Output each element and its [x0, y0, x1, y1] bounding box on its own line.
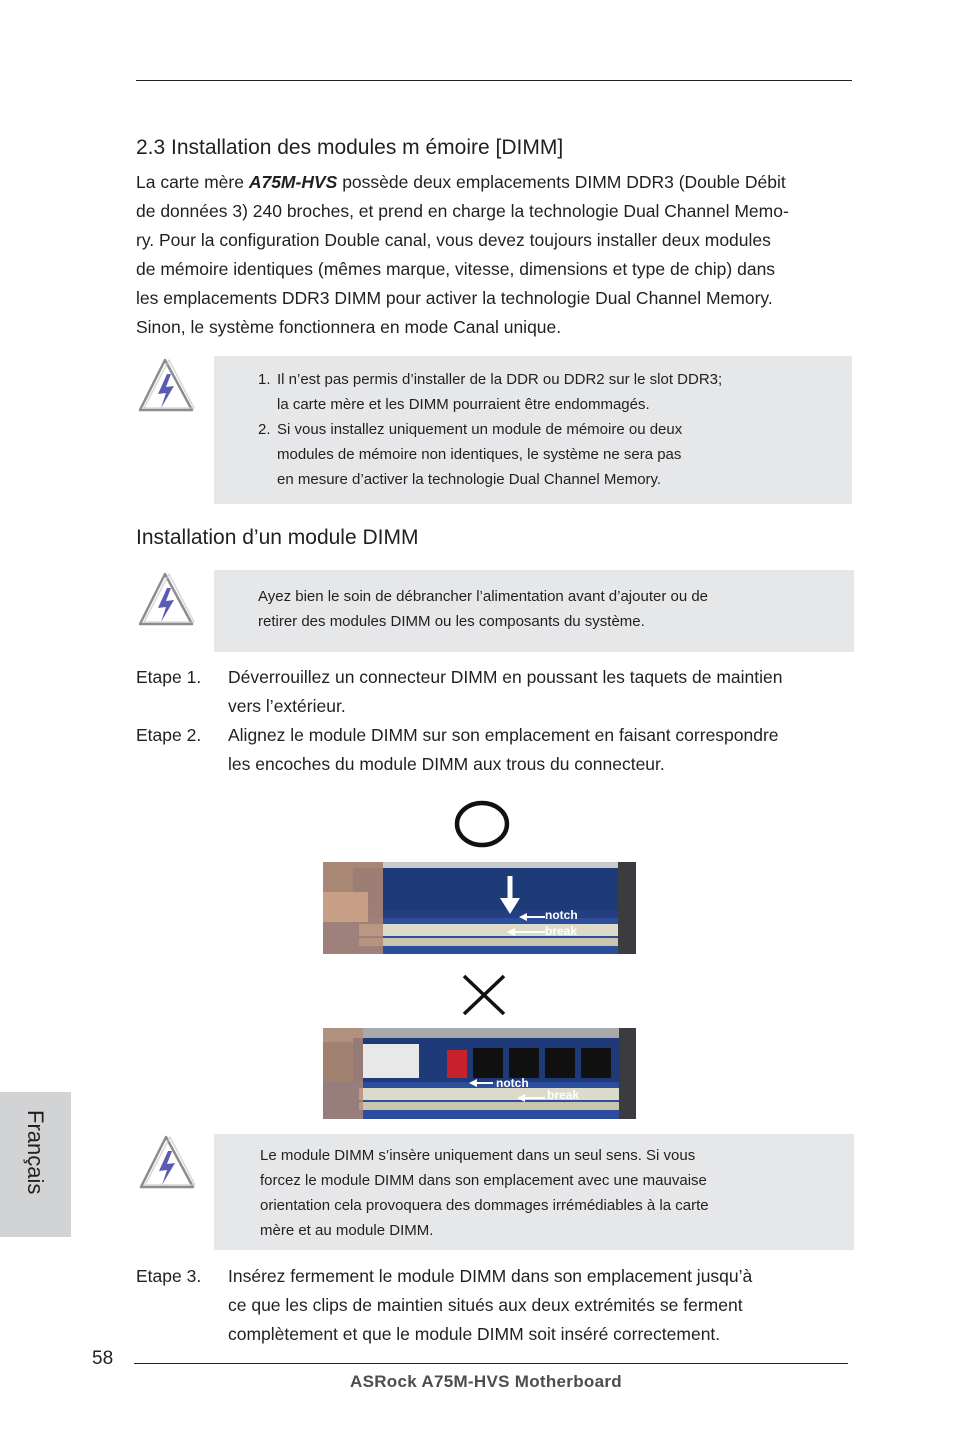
subsection-title: Installation d’un module DIMM: [136, 526, 419, 549]
intro-paragraph: [136, 168, 856, 342]
header-rule: [136, 80, 852, 81]
break-label: break: [547, 1088, 580, 1102]
note-line: Le module DIMM s’insère uniquement dans un seul sens. Si vous: [260, 1147, 696, 1164]
step-label: Etape 3.: [136, 1266, 202, 1286]
intro-line1-rest: possède deux emplacements DIMM DDR3 (Double Débit: [337, 172, 786, 192]
section-title: 2.3 Installation des modules m émoire [DIMM]: [136, 136, 564, 159]
notch-label: notch: [496, 1076, 529, 1090]
step-label: Etape 2.: [136, 725, 202, 745]
note-line: orientation cela provoquera des dommages irrémédiables à la carte: [260, 1197, 709, 1214]
step-3: [136, 1262, 848, 1349]
dimm-photo-correct: [323, 862, 636, 954]
warning-icon: [136, 356, 196, 414]
intro-prefix: La carte mère: [136, 172, 249, 192]
step-2: [136, 721, 848, 779]
note-line: retirer des modules DIMM ou les composants du système.: [258, 613, 645, 630]
note-item: [258, 367, 838, 417]
note-text: [258, 584, 838, 634]
step-line: Déverrouillez un connecteur DIMM en poussant les taquets de maintien: [228, 667, 783, 687]
step-line: Insérez fermement le module DIMM dans son emplacement jusqu’à: [228, 1266, 753, 1286]
warning-icon: [137, 1133, 197, 1191]
note-line: Si vous installez uniquement un module de mémoire ou deux: [277, 421, 683, 438]
note-line: la carte mère et les DIMM pourraient être endommagés.: [277, 396, 650, 413]
step-label: Etape 1.: [136, 667, 202, 687]
notch-label: notch: [545, 908, 578, 922]
note-line: Ayez bien le soin de débrancher l’alimentation avant d’ajouter ou de: [258, 588, 709, 605]
intro-line: de données 3) 240 broches, et prend en charge la technologie Dual Channel Memo-: [136, 201, 789, 221]
step-line: Alignez le module DIMM sur son emplacement en faisant correspondre: [228, 725, 779, 745]
wrong-cross-icon: [460, 972, 508, 1018]
warning-icon: [136, 570, 196, 628]
note-item: [258, 417, 838, 492]
note-line: forcez le module DIMM dans son emplacement avec une mauvaise: [260, 1172, 707, 1189]
note-list: [258, 367, 838, 492]
note-line: mère et au module DIMM.: [260, 1222, 434, 1239]
step-1: [136, 663, 848, 721]
note-number: 1.: [258, 371, 271, 388]
step-line: complètement et que le module DIMM soit inséré correctement.: [228, 1324, 721, 1344]
intro-line: de mémoire identiques (mêmes marque, vitesse, dimensions et type de chip) dans: [136, 259, 776, 279]
note-line: Il n’est pas permis d’installer de la DDR ou DDR2 sur le slot DDR3;: [277, 371, 723, 388]
intro-line: ry. Pour la configuration Double canal, vous devez toujours installer deux modules: [136, 230, 771, 250]
note-number: 2.: [258, 421, 271, 438]
note-line: en mesure d’activer la technologie Dual Channel Memory.: [277, 471, 662, 488]
language-tab: [0, 1092, 71, 1237]
step-line: les encoches du module DIMM aux trous du connecteur.: [228, 754, 665, 774]
note-text: [260, 1143, 840, 1243]
step-line: ce que les clips de maintien situés aux deux extrémités se ferment: [228, 1295, 743, 1315]
language-tab-label: Français: [23, 1110, 48, 1195]
intro-line: Sinon, le système fonctionnera en mode Canal unique.: [136, 317, 562, 337]
break-label: break: [545, 924, 578, 938]
footer-title: ASRock A75M-HVS Motherboard: [350, 1372, 622, 1391]
intro-line: les emplacements DDR3 DIMM pour activer la technologie Dual Channel Memory.: [136, 288, 773, 308]
intro-model: A75M-HVS: [248, 172, 338, 192]
correct-circle-icon: [452, 798, 512, 850]
page-number: 58: [92, 1348, 114, 1369]
footer-rule: [134, 1363, 848, 1364]
note-line: modules de mémoire non identiques, le système ne sera pas: [277, 446, 682, 463]
dimm-photo-wrong: [323, 1028, 636, 1119]
step-line: vers l’extérieur.: [228, 696, 346, 716]
